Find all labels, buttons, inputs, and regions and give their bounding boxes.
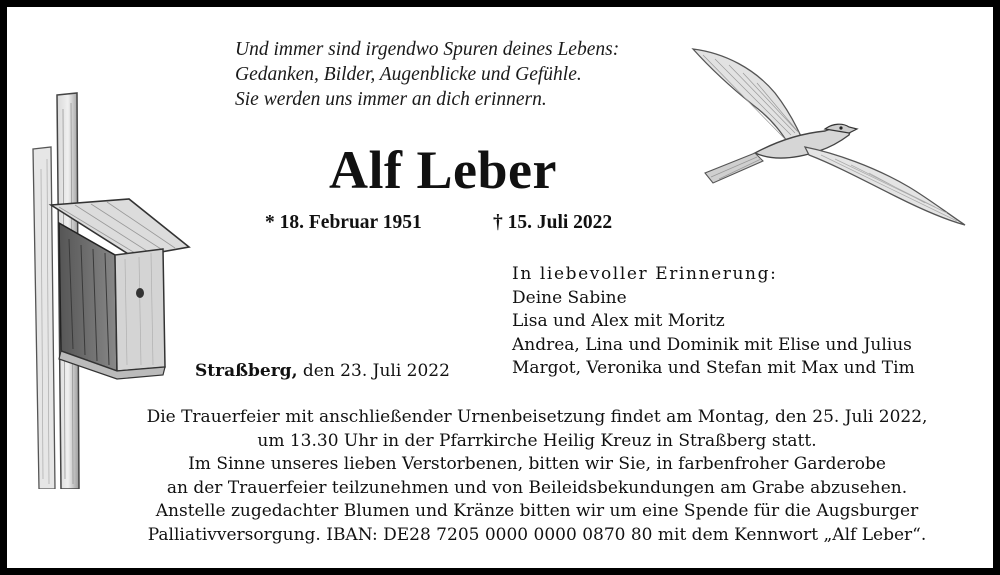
poem-line: Und immer sind irgendwo Spuren deines Lebens:	[235, 39, 620, 60]
info-line: um 13.30 Uhr in der Pfarrkirche Heilig Kreuz in Straßberg statt.	[257, 430, 817, 451]
info-line: Anstelle zugedachter Blumen und Kränze bitten wir um eine Spende für die Augsburger	[155, 501, 919, 521]
funeral-info	[67, 406, 1000, 547]
poem	[235, 37, 619, 112]
mourner-line: Andrea, Lina und Dominik mit Elise und Julius	[512, 334, 912, 355]
info-line: an der Trauerfeier teilzunehmen und von Beileidsbekundungen am Grabe abzusehen.	[166, 477, 908, 498]
info-line: Die Trauerfeier mit anschließender Urnenbeisetzung findet am Montag, den 25. Juli 2022,	[146, 407, 928, 427]
info-line: Palliativversorgung. IBAN: DE28 7205 0000 0000 0870 80 mit dem Kennwort „Alf Leber“.	[147, 524, 927, 545]
mourner-line: Lisa und Alex mit Moritz	[512, 311, 725, 331]
mourner-line: Deine Sabine	[512, 287, 627, 308]
mourners-intro: In liebevoller Erinnerung:	[512, 264, 778, 284]
place-date	[195, 359, 450, 383]
poem-line: Gedanken, Bilder, Augenblicke und Gefühle.	[235, 64, 582, 85]
death-date: † 15. Juli 2022	[493, 212, 613, 233]
deceased-name: Alf Leber	[329, 140, 557, 200]
poem-line: Sie werden uns immer an dich erinnern.	[235, 89, 547, 110]
mourners-list	[512, 263, 915, 381]
place-date-text: den 23. Juli 2022	[302, 361, 450, 381]
info-line: Im Sinne unseres lieben Verstorbenen, bitten wir Sie, in farbenfroher Garderobe	[188, 454, 886, 474]
mourner-line: Margot, Veronika und Stefan mit Max und Tim	[512, 358, 915, 378]
birth-date: * 18. Februar 1951	[265, 212, 422, 233]
flying-bird-illustration	[685, 43, 970, 233]
place-town: Straßberg,	[195, 361, 298, 381]
